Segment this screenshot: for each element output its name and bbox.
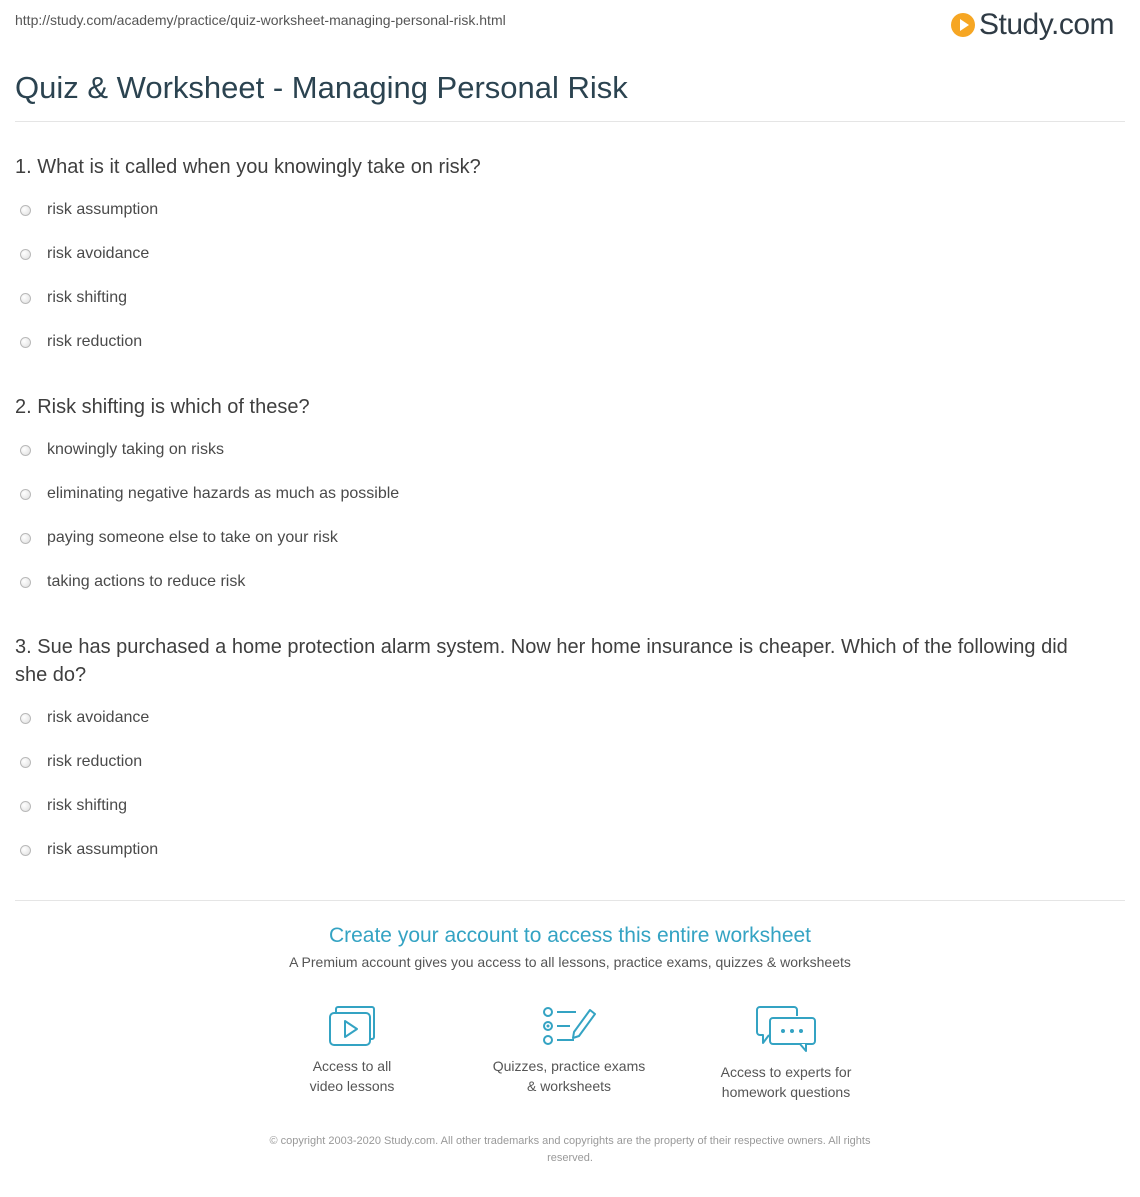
logo-text: Study.com [979, 8, 1114, 41]
q2-option-4[interactable]: taking actions to reduce risk [20, 571, 245, 593]
top-bar [0, 0, 1140, 56]
title-divider [15, 121, 1125, 122]
q3-option-4[interactable]: risk assumption [20, 839, 158, 861]
q1-option-3[interactable]: risk shifting [20, 287, 127, 309]
video-lessons-icon [326, 1004, 378, 1048]
study-logo[interactable] [951, 8, 1114, 42]
q3-option-2[interactable]: risk reduction [20, 751, 142, 773]
radio-button[interactable] [20, 489, 31, 500]
feature-experts [686, 1004, 886, 1102]
q3-option-3[interactable]: risk shifting [20, 795, 127, 817]
radio-button[interactable] [20, 337, 31, 348]
question-1: 1. What is it called when you knowingly take on risk? [15, 156, 481, 178]
feature-line: Access to experts for [720, 1064, 852, 1080]
radio-button[interactable] [20, 445, 31, 456]
q2-option-1[interactable]: knowingly taking on risks [20, 439, 224, 461]
feature-line: video lessons [309, 1078, 395, 1094]
chat-bubbles-icon [754, 1004, 818, 1054]
question-2: 2. Risk shifting is which of these? [15, 396, 310, 418]
question-3: 3. Sue has purchased a home protection alarm system. Now her home insurance is cheaper. Which of the following did she do? [15, 636, 1068, 686]
radio-button[interactable] [20, 801, 31, 812]
copyright-notice [210, 1133, 930, 1167]
page-url[interactable]: http://study.com/academy/practice/quiz-worksheet-managing-personal-risk.html [15, 12, 506, 28]
copyright-line: © copyright 2003-2020 Study.com. All other trademarks and copyrights are the property of their respective owners. All rights [269, 1135, 871, 1147]
page-title: Quiz & Worksheet - Managing Personal Risk [15, 70, 628, 105]
play-logo-icon [951, 13, 975, 37]
radio-button[interactable] [20, 713, 31, 724]
q2-option-3[interactable]: paying someone else to take on your risk [20, 527, 338, 549]
q2-option-2[interactable]: eliminating negative hazards as much as possible [20, 483, 399, 505]
q1-option-4[interactable]: risk reduction [20, 331, 142, 353]
feature-video-lessons [252, 1004, 452, 1096]
radio-button[interactable] [20, 533, 31, 544]
q1-option-2[interactable]: risk avoidance [20, 243, 149, 265]
feature-line: & worksheets [526, 1078, 612, 1094]
quiz-list-icon [540, 1004, 598, 1048]
radio-button[interactable] [20, 577, 31, 588]
q3-option-1[interactable]: risk avoidance [20, 707, 149, 729]
premium-description: A Premium account gives you access to all lessons, practice exams, quizzes & worksheets [289, 954, 851, 970]
feature-line: homework questions [721, 1084, 851, 1100]
radio-button[interactable] [20, 845, 31, 856]
q1-option-1[interactable]: risk assumption [20, 199, 158, 221]
radio-button[interactable] [20, 293, 31, 304]
feature-line: Quizzes, practice exams [492, 1058, 646, 1074]
feature-line: Access to all [312, 1058, 392, 1074]
cta-divider [15, 900, 1125, 901]
feature-quizzes [469, 1004, 669, 1096]
radio-button[interactable] [20, 249, 31, 260]
copyright-line: reserved. [547, 1152, 593, 1164]
radio-button[interactable] [20, 205, 31, 216]
radio-button[interactable] [20, 757, 31, 768]
create-account-link[interactable]: Create your account to access this entire worksheet [328, 924, 812, 947]
